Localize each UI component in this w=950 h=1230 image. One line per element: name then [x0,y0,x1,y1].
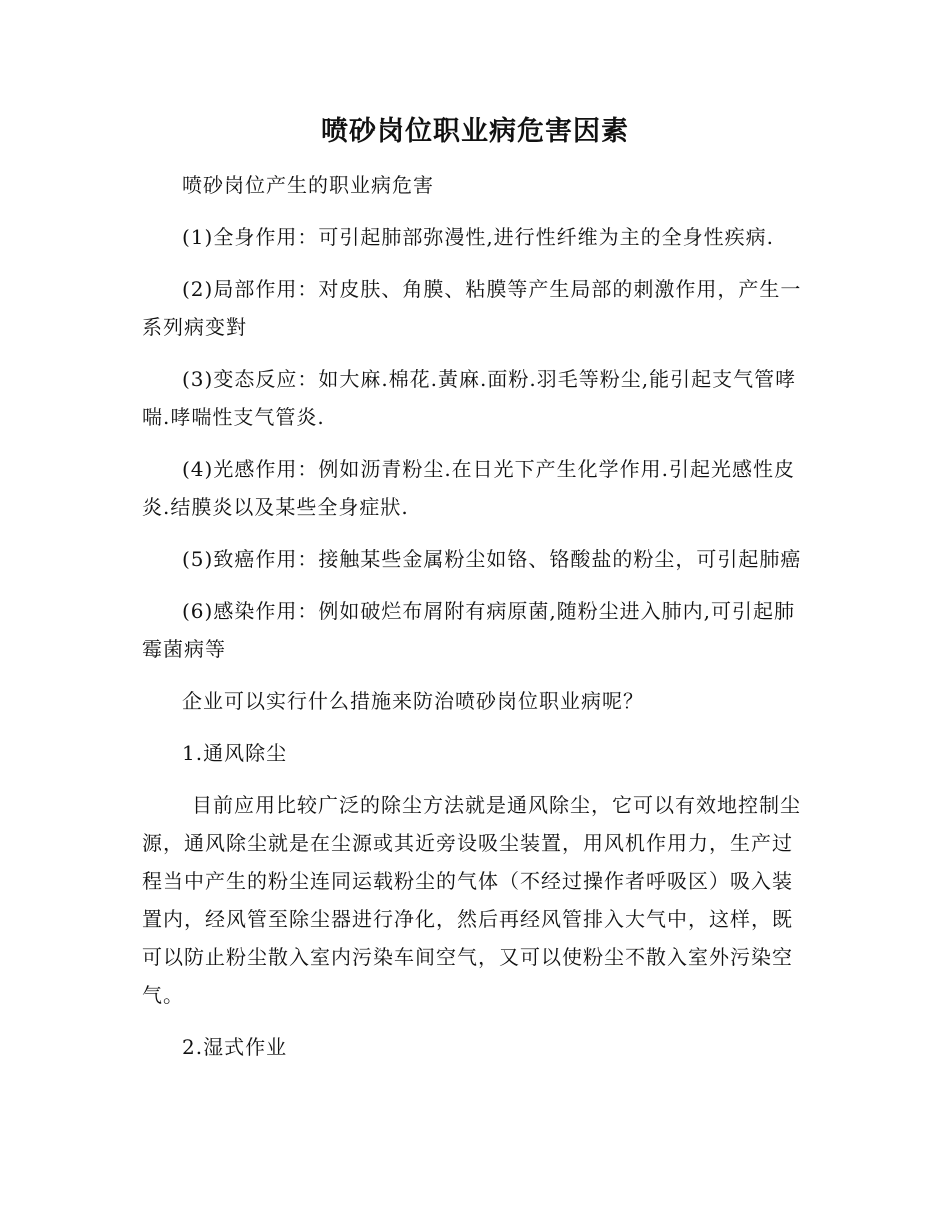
hazard-item-infection: (6)感染作用：例如破烂布屑附有病原菌,随粉尘进入肺内,可引起肺霉菌病等 [142,599,796,661]
document-body [142,166,810,1080]
measure-heading-ventilation: 1.通风除尘 [182,741,288,765]
measure-heading-wet-operation: 2.湿式作业 [182,1035,288,1059]
section-heading-hazards: 喷砂岗位产生的职业病危害 [182,173,434,197]
hazard-item-allergic: (3)变态反应：如大麻.棉花.黃麻.面粉.羽毛等粉尘,能引起支气管哮喘.哮喘性支气管炎. [142,367,797,429]
hazard-item-carcinogenic: (5)致癌作用：接触某些金属粉尘如铬、铬酸盐的粉尘，可引起肺癌 [182,547,802,571]
hazard-item-photosensitive: (4)光感作用：例如沥青粉尘.在日光下产生化学作用.引起光感性皮炎.结膜炎以及某些全身症狀. [142,457,796,519]
hazard-item-local: (2)局部作用：对皮肤、角膜、粘膜等产生局部的刺激作用，产生一系列病变對 [142,277,802,339]
hazard-item-systemic: (1)全身作用：可引起肺部弥漫性,进行性纤维为主的全身性疾病. [182,225,775,249]
document-title: 喷砂岗位职业病危害因素 [321,116,629,147]
measure-text-ventilation: 目前应用比较广泛的除尘方法就是通风除尘，它可以有效地控制尘源，通风除尘就是在尘源或其近旁设吸尘装置，用风机作用力，生产过程当中产生的粉尘连同运载粉尘的气体（不经过操作者呼吸区）吸入装置内，经风管至除尘器进行净化，然后再经风管排入大气中，这样，既可以防止粉尘散入室内污染车间空气，又可以使粉尘不散入室外污染空气。 [142,793,801,1007]
section-heading-measures: 企业可以实行什么措施来防治喷砂岗位职业病呢？ [182,689,644,713]
